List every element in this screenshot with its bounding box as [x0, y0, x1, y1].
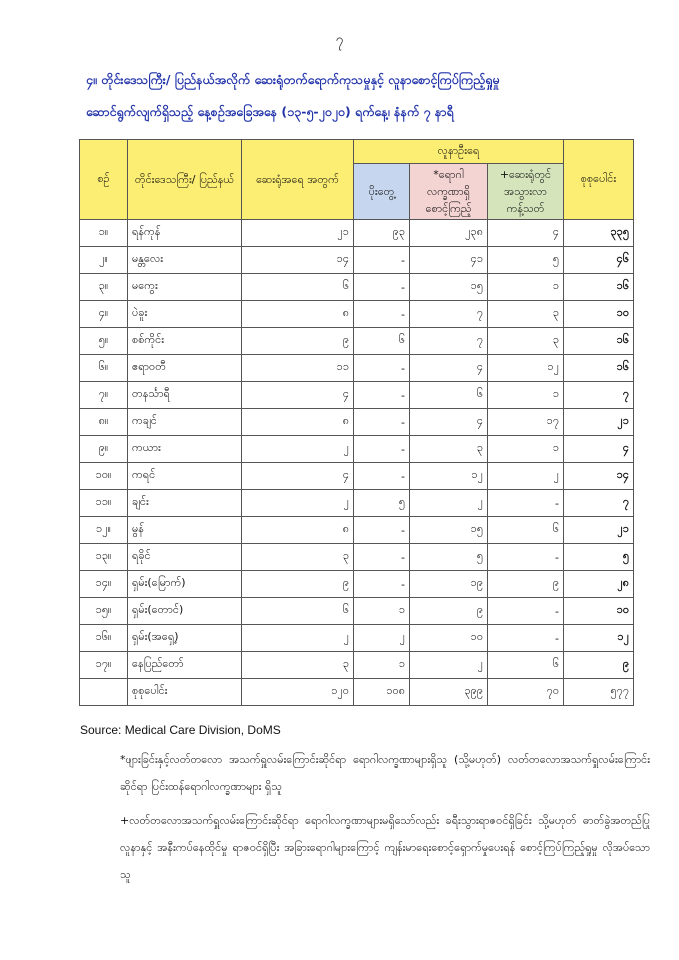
row-serial: ၂။ — [80, 247, 128, 274]
row-serial: ၁၂။ — [80, 517, 128, 544]
header-confirmed: ပိုးတွေ့ — [354, 164, 410, 220]
table-row — [80, 436, 634, 463]
table-row — [80, 328, 634, 355]
footnote-symptomatic: *ဖျားခြင်းနှင့်လတ်တလော အသက်ရှူလမ်းကြောင်းဆိုင်ရာ ရောဂါလက္ခဏာများရှိသူ (သို့မဟုတ်) လတ်တလောအသက်ရှူလမ်းကြောင်းဆိုင်ရာ ပြင်းထန်ရောဂါလက္ခဏာများ ရှိသူ — [120, 753, 650, 793]
row-restricted: - — [488, 490, 564, 517]
row-restricted: ၁၂ — [488, 355, 564, 382]
row-total: ၇ — [564, 490, 634, 517]
header-restricted: +ဆေးရုံတွင် အသွားလာ ကန့်သတ် — [488, 164, 564, 220]
row-confirmed: - — [354, 382, 410, 409]
row-region: ကချင် — [128, 409, 242, 436]
report-heading-line2: ဆောင်ရွက်လျက်ရှိသည့် နေ့စဉ်အခြေအနေ (၁၃-၅-၂၀၂၀) ရက်နေ့၊ နံနက် ၇ နာရီ — [86, 104, 454, 119]
row-hospitals: ၈ — [242, 517, 354, 544]
totals-confirmed: ၁၀၈ — [354, 679, 410, 706]
row-region: ကယား — [128, 436, 242, 463]
row-total: ၁၀ — [564, 598, 634, 625]
row-confirmed: - — [354, 301, 410, 328]
row-restricted: - — [488, 544, 564, 571]
row-serial: ၉။ — [80, 436, 128, 463]
totals-label: စုစုပေါင်း — [128, 679, 242, 706]
table-row — [80, 409, 634, 436]
report-heading-line1: ၄။ တိုင်းဒေသကြီး/ ပြည်နယ်အလိုက် ဆေးရုံတက်ရောက်ကုသမှုနှင့် လူနာစောင့်ကြပ်ကြည့်ရှုမှု — [86, 72, 500, 87]
table-row — [80, 571, 634, 598]
row-restricted: ၁ — [488, 436, 564, 463]
row-confirmed: ၉၃ — [354, 220, 410, 247]
row-symptomatic: ၇ — [410, 301, 488, 328]
row-hospitals: ၃ — [242, 652, 354, 679]
header-hospitals: ဆေးရုံအရေ အတွက် — [242, 140, 354, 220]
row-total: ၄၆ — [564, 247, 634, 274]
totals-restricted: ၇၀ — [488, 679, 564, 706]
row-confirmed: - — [354, 274, 410, 301]
row-symptomatic: ၅ — [410, 544, 488, 571]
row-confirmed: - — [354, 517, 410, 544]
row-hospitals: ၆ — [242, 598, 354, 625]
table-row — [80, 598, 634, 625]
row-symptomatic: ၁၂ — [410, 463, 488, 490]
row-restricted: - — [488, 625, 564, 652]
row-region: မကွေး — [128, 274, 242, 301]
row-symptomatic: ၉ — [410, 598, 488, 625]
row-confirmed: - — [354, 409, 410, 436]
row-region: ရှမ်း(တောင်) — [128, 598, 242, 625]
row-confirmed: - — [354, 247, 410, 274]
row-serial: ၇။ — [80, 382, 128, 409]
row-serial: ၈။ — [80, 409, 128, 436]
totals-row — [80, 679, 634, 706]
row-hospitals: ၂ — [242, 436, 354, 463]
row-serial: ၁။ — [80, 220, 128, 247]
row-hospitals: ၄ — [242, 463, 354, 490]
table-row — [80, 490, 634, 517]
row-hospitals: ၂ — [242, 625, 354, 652]
row-total: ၁၆ — [564, 328, 634, 355]
row-serial: ၁၄။ — [80, 571, 128, 598]
row-total: ၁၀ — [564, 301, 634, 328]
row-hospitals: ၃ — [242, 544, 354, 571]
table-row — [80, 382, 634, 409]
row-serial: ၁၆။ — [80, 625, 128, 652]
row-region: မွန် — [128, 517, 242, 544]
header-total: စုစုပေါင်း — [564, 140, 634, 220]
table-row — [80, 625, 634, 652]
row-confirmed: ၁ — [354, 652, 410, 679]
row-confirmed: - — [354, 436, 410, 463]
row-symptomatic: ၂၃၈ — [410, 220, 488, 247]
row-confirmed: - — [354, 463, 410, 490]
totals-total: ၅၇၇ — [564, 679, 634, 706]
row-restricted: ၆ — [488, 652, 564, 679]
row-confirmed: - — [354, 355, 410, 382]
row-symptomatic: ၇ — [410, 328, 488, 355]
row-region: ကရင် — [128, 463, 242, 490]
header-serial: စဉ် — [80, 140, 128, 220]
row-symptomatic: ၃ — [410, 436, 488, 463]
row-region: ရန်ကုန် — [128, 220, 242, 247]
row-serial: ၁၃။ — [80, 544, 128, 571]
row-confirmed: - — [354, 571, 410, 598]
row-restricted: ၁ — [488, 382, 564, 409]
totals-serial-cell — [80, 679, 128, 706]
row-hospitals: ၉ — [242, 571, 354, 598]
hospital-patients-table — [79, 139, 634, 706]
row-hospitals: ၆ — [242, 274, 354, 301]
header-symptomatic: *ရောဂါ လက္ခဏာရှိ စောင့်ကြည့် — [410, 164, 488, 220]
row-restricted: - — [488, 598, 564, 625]
totals-symptomatic: ၃၉၉ — [410, 679, 488, 706]
row-total: ၁၆ — [564, 274, 634, 301]
row-serial: ၁၀။ — [80, 463, 128, 490]
row-total: ၂၁ — [564, 517, 634, 544]
header-patients-group: လူနာဦးရေ — [354, 140, 564, 164]
row-hospitals: ၄ — [242, 382, 354, 409]
row-restricted: ၂ — [488, 463, 564, 490]
row-symptomatic: ၄၁ — [410, 247, 488, 274]
totals-hospitals: ၁၂၀ — [242, 679, 354, 706]
row-serial: ၆။ — [80, 355, 128, 382]
table-row — [80, 463, 634, 490]
row-serial: ၁၅။ — [80, 598, 128, 625]
row-confirmed: ၂ — [354, 625, 410, 652]
page-number: ၇ — [335, 32, 344, 48]
row-confirmed: ၆ — [354, 328, 410, 355]
table-row — [80, 652, 634, 679]
table-row — [80, 301, 634, 328]
row-serial: ၁၁။ — [80, 490, 128, 517]
table-row — [80, 247, 634, 274]
table-row — [80, 544, 634, 571]
row-serial: ၁၇။ — [80, 652, 128, 679]
row-serial: ၃။ — [80, 274, 128, 301]
table-body — [80, 220, 634, 679]
table-row — [80, 517, 634, 544]
table-row — [80, 355, 634, 382]
row-symptomatic: ၄ — [410, 409, 488, 436]
table-row — [80, 274, 634, 301]
row-region: ပဲခူး — [128, 301, 242, 328]
row-total: ၅ — [564, 544, 634, 571]
row-total: ၂၁ — [564, 409, 634, 436]
row-restricted: ၉ — [488, 571, 564, 598]
row-restricted: ၅ — [488, 247, 564, 274]
row-total: ၃၃၅ — [564, 220, 634, 247]
row-serial: ၄။ — [80, 301, 128, 328]
header-region: တိုင်းဒေသကြီး/ ပြည်နယ် — [128, 140, 242, 220]
row-symptomatic: ၂ — [410, 652, 488, 679]
row-confirmed: - — [354, 544, 410, 571]
row-total: ၇ — [564, 382, 634, 409]
row-total: ၂၈ — [564, 571, 634, 598]
table-row — [80, 220, 634, 247]
row-symptomatic: ၁၅ — [410, 274, 488, 301]
row-hospitals: ၂၁ — [242, 220, 354, 247]
row-hospitals: ၈ — [242, 301, 354, 328]
row-hospitals: ၁၁ — [242, 355, 354, 382]
row-hospitals: ၉ — [242, 328, 354, 355]
row-symptomatic: ၁၉ — [410, 571, 488, 598]
row-region: စစ်ကိုင်း — [128, 328, 242, 355]
row-symptomatic: ၂ — [410, 490, 488, 517]
row-restricted: ၄ — [488, 220, 564, 247]
row-confirmed: ၁ — [354, 598, 410, 625]
row-symptomatic: ၆ — [410, 382, 488, 409]
row-restricted: ၃ — [488, 328, 564, 355]
source-note: Source: Medical Care Division, DoMS — [80, 723, 281, 737]
footnote-restricted: +လတ်တလောအသက်ရှူလမ်းကြောင်းဆိုင်ရာ ရောဂါလက္ခဏာများမရှိသော်လည်း ခရီးသွားရာဇဝင်ရှိခြင်း သို့မဟုတ် ဓာတ်ခွဲအတည်ပြုလူနာနှင့် အနီးကပ်နေထိုင်မှု ရာဇဝင်ရှိပြီး အခြားရောဂါများကြောင့် ကျန်းမာရေးစောင့်ရှောက်မှုပေးရန် စောင့်ကြပ်ကြည့်ရှုမှု လိုအပ်သောသူ — [120, 814, 650, 881]
row-total: ၁၆ — [564, 355, 634, 382]
row-region: ရခိုင် — [128, 544, 242, 571]
row-hospitals: ၈ — [242, 409, 354, 436]
row-region: ရှမ်း(မြောက်) — [128, 571, 242, 598]
row-confirmed: ၅ — [354, 490, 410, 517]
row-total: ၉ — [564, 652, 634, 679]
row-hospitals: ၁၄ — [242, 247, 354, 274]
row-region: မန္တလေး — [128, 247, 242, 274]
row-serial: ၅။ — [80, 328, 128, 355]
row-region: ဧရာဝတီ — [128, 355, 242, 382]
row-total: ၁၂ — [564, 625, 634, 652]
row-restricted: ၁ — [488, 274, 564, 301]
row-restricted: ၃ — [488, 301, 564, 328]
row-restricted: ၁၇ — [488, 409, 564, 436]
row-region: တနင်္သာရီ — [128, 382, 242, 409]
row-total: ၄ — [564, 436, 634, 463]
row-hospitals: ၂ — [242, 490, 354, 517]
row-total: ၁၄ — [564, 463, 634, 490]
row-region: နေပြည်တော် — [128, 652, 242, 679]
row-symptomatic: ၄ — [410, 355, 488, 382]
row-region: ရှမ်း(အရှေ့) — [128, 625, 242, 652]
row-symptomatic: ၁၅ — [410, 517, 488, 544]
row-region: ချင်း — [128, 490, 242, 517]
row-symptomatic: ၁၀ — [410, 625, 488, 652]
row-restricted: ၆ — [488, 517, 564, 544]
